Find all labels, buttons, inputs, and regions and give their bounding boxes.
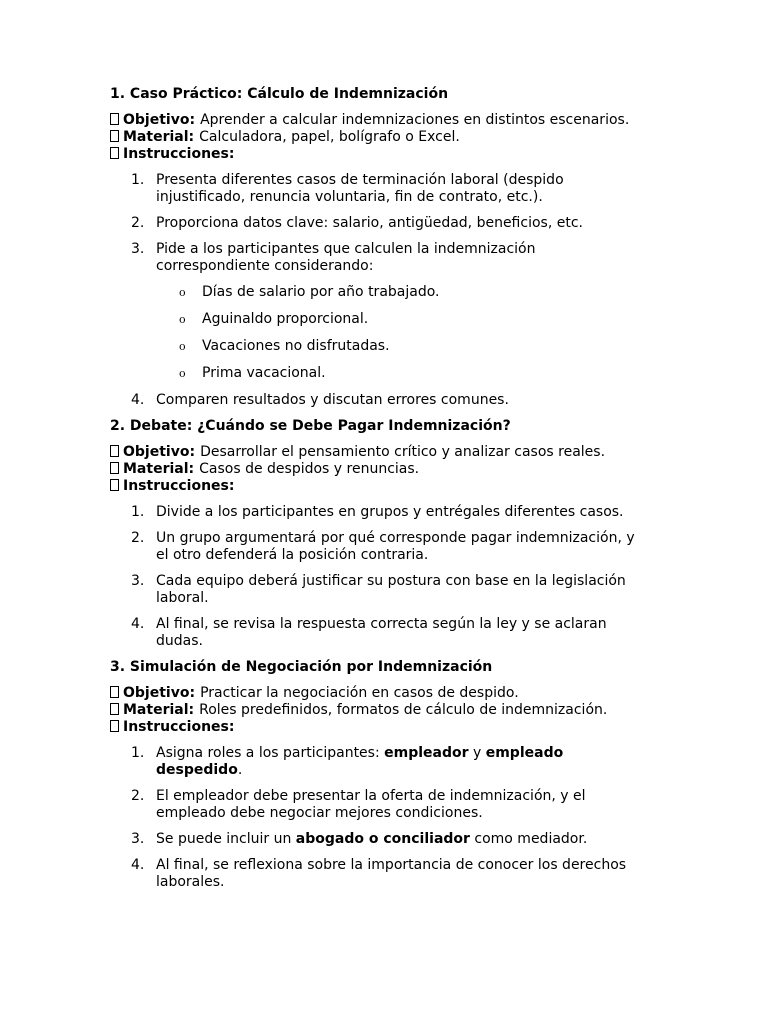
instrucciones-label: Instrucciones:: [123, 719, 235, 735]
missing-glyph-icon: [110, 130, 119, 142]
list-item: [110, 215, 650, 232]
item-bold-text: empleador: [384, 745, 469, 761]
item-number: 4.: [131, 392, 145, 408]
missing-glyph-icon: [110, 720, 119, 732]
sub-list-item: [156, 338, 650, 355]
instrucciones-label: Instrucciones:: [123, 478, 235, 494]
item-text: Presenta diferentes casos de terminación laboral (despido injustificado, renuncia voluntaria, fin de contrato, etc.).: [156, 172, 564, 205]
missing-glyph-icon: [110, 147, 119, 159]
objetivo-label: Objetivo:: [123, 112, 196, 128]
sub-item-text: Vacaciones no disfrutadas.: [202, 338, 390, 354]
list-item: [110, 573, 650, 607]
missing-glyph-icon: [110, 462, 119, 474]
item-text: Proporciona datos clave: salario, antigüedad, beneficios, etc.: [156, 215, 583, 231]
item-number: 3.: [131, 831, 145, 847]
sub-item-text: Aguinaldo proporcional.: [202, 311, 369, 327]
missing-glyph-icon: [110, 479, 119, 491]
material-text: Roles predefinidos, formatos de cálculo de indemnización.: [199, 702, 608, 718]
instrucciones-line: [110, 478, 650, 495]
list-item: [110, 172, 650, 206]
item-text: Asigna roles a los participantes:: [156, 745, 385, 761]
section-title: 1. Caso Práctico: Cálculo de Indemnización: [110, 86, 449, 102]
section-meta: [110, 685, 650, 736]
material-label: Material:: [123, 461, 195, 477]
list-item: [110, 788, 650, 822]
item-number: 4.: [131, 616, 145, 632]
objetivo-line: [110, 112, 650, 129]
sub-list-item: [156, 365, 650, 382]
document-page: [110, 78, 650, 900]
list-item: [110, 745, 650, 779]
missing-glyph-icon: [110, 445, 119, 457]
item-text: Comparen resultados y discutan errores comunes.: [156, 392, 509, 408]
instruction-list: [110, 745, 650, 891]
section-3: [110, 659, 650, 891]
material-line: [110, 461, 650, 478]
missing-glyph-icon: [110, 703, 119, 715]
sub-item-text: Prima vacacional.: [202, 365, 326, 381]
item-text: y: [468, 745, 486, 761]
bullet-icon: o: [179, 313, 186, 326]
list-item: [110, 530, 650, 564]
list-item: [110, 616, 650, 650]
material-text: Calculadora, papel, bolígrafo o Excel.: [199, 129, 460, 145]
material-label: Material:: [123, 702, 195, 718]
item-text: Divide a los participantes en grupos y entrégales diferentes casos.: [156, 504, 624, 520]
section-meta: [110, 444, 650, 495]
section-2: [110, 418, 650, 650]
objetivo-line: [110, 685, 650, 702]
item-text: Al final, se revisa la respuesta correcta según la ley y se aclaran dudas.: [156, 616, 607, 649]
sub-item-text: Días de salario por año trabajado.: [202, 284, 440, 300]
item-number: 3.: [131, 241, 145, 257]
sub-list: [156, 284, 650, 382]
missing-glyph-icon: [110, 686, 119, 698]
instrucciones-line: [110, 719, 650, 736]
sub-list-item: [156, 284, 650, 301]
item-text: Un grupo argumentará por qué corresponde pagar indemnización, y el otro defenderá la posición contraria.: [156, 530, 635, 563]
item-text: como mediador.: [469, 831, 588, 847]
objetivo-text: Practicar la negociación en casos de despido.: [200, 685, 519, 701]
section-1: [110, 86, 650, 409]
material-text: Casos de despidos y renuncias.: [199, 461, 420, 477]
item-number: 3.: [131, 573, 145, 589]
objetivo-text: Aprender a calcular indemnizaciones en distintos escenarios.: [200, 112, 630, 128]
item-text: Se puede incluir un: [156, 831, 296, 847]
item-text: .: [237, 762, 243, 778]
section-meta: [110, 112, 650, 163]
section-title: 2. Debate: ¿Cuándo se Debe Pagar Indemnización?: [110, 418, 511, 434]
item-number: 4.: [131, 857, 145, 873]
item-bold-text: abogado o conciliador: [295, 831, 470, 847]
list-item: [110, 392, 650, 409]
list-item: [110, 504, 650, 521]
list-item: [110, 857, 650, 891]
sub-list-item: [156, 311, 650, 328]
instrucciones-line: [110, 146, 650, 163]
missing-glyph-icon: [110, 113, 119, 125]
item-number: 1.: [131, 172, 145, 188]
instruction-list: [110, 504, 650, 650]
item-number: 2.: [131, 215, 145, 231]
item-bold-text: empleado despedido: [156, 745, 564, 778]
objetivo-label: Objetivo:: [123, 444, 196, 460]
objetivo-line: [110, 444, 650, 461]
list-item: [110, 831, 650, 848]
item-number: 1.: [131, 504, 145, 520]
material-label: Material:: [123, 129, 195, 145]
list-item: [110, 241, 650, 382]
section-title: 3. Simulación de Negociación por Indemnización: [110, 659, 493, 675]
bullet-icon: o: [179, 340, 186, 353]
item-text: Pide a los participantes que calculen la indemnización correspondiente considerando:: [156, 241, 536, 274]
item-number: 2.: [131, 788, 145, 804]
instrucciones-label: Instrucciones:: [123, 146, 235, 162]
bullet-icon: o: [179, 367, 186, 380]
instruction-list: [110, 172, 650, 409]
objetivo-text: Desarrollar el pensamiento crítico y analizar casos reales.: [200, 444, 606, 460]
objetivo-label: Objetivo:: [123, 685, 196, 701]
bullet-icon: o: [179, 286, 186, 299]
item-text: Al final, se reflexiona sobre la importancia de conocer los derechos laborales.: [156, 857, 627, 890]
item-number: 1.: [131, 745, 145, 761]
item-number: 2.: [131, 530, 145, 546]
material-line: [110, 129, 650, 146]
item-text: El empleador debe presentar la oferta de indemnización, y el empleado debe negociar mejores condiciones.: [156, 788, 586, 821]
material-line: [110, 702, 650, 719]
item-text: Cada equipo deberá justificar su postura con base en la legislación laboral.: [156, 573, 626, 606]
